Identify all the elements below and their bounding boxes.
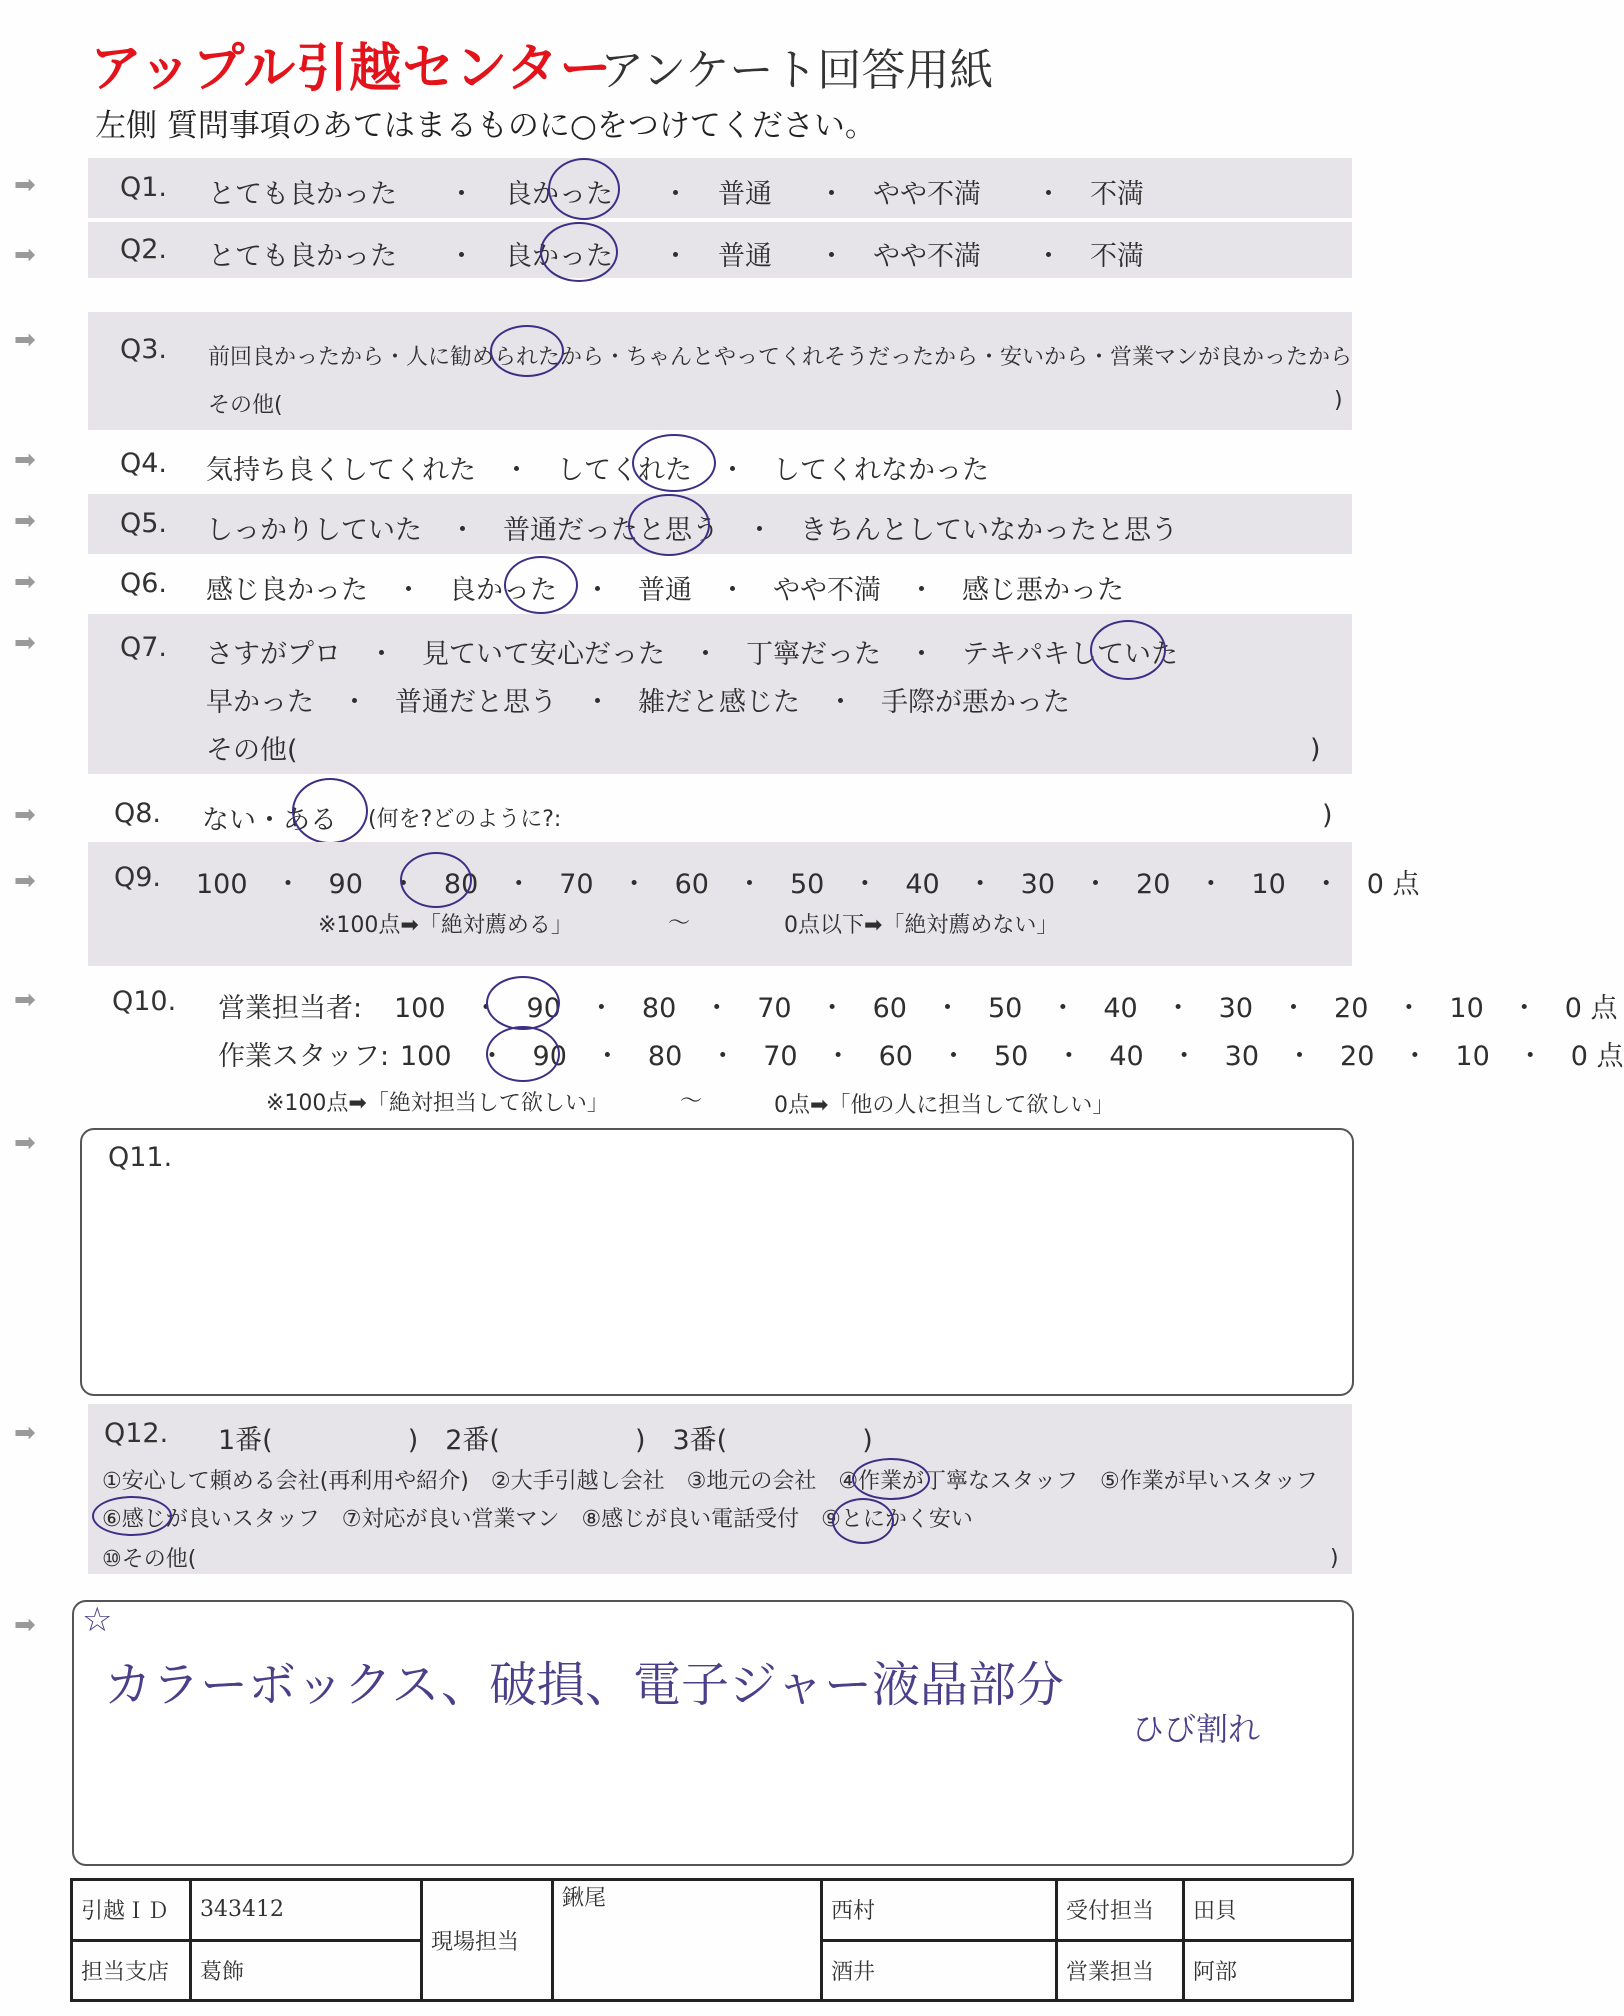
q8-note: (何を?どのように?: xyxy=(368,807,562,832)
q3-number: Q3. xyxy=(120,334,168,365)
answer-circle xyxy=(92,1496,172,1536)
site-staff-2: 西村 xyxy=(822,1880,1057,1941)
answer-circle xyxy=(504,556,578,614)
q8-close: ) xyxy=(1322,800,1333,831)
answer-circle xyxy=(832,1498,894,1544)
margin-arrow-icon: ➡ xyxy=(14,506,36,536)
q10-staff-label: 作業スタッフ: xyxy=(218,1041,390,1072)
q11-answer-box[interactable] xyxy=(80,1128,1354,1396)
margin-arrow-icon: ➡ xyxy=(14,1418,36,1448)
q1-opt-normal[interactable]: 普通 xyxy=(718,179,772,210)
q1-opt-very-good[interactable]: とても良かった xyxy=(208,179,397,210)
answer-circle xyxy=(486,976,560,1030)
move-id-label: 引越ＩＤ xyxy=(72,1880,191,1941)
instruction-text: 左側 質問事項のあてはまるものに○をつけてください。 xyxy=(95,108,876,144)
margin-arrow-icon: ➡ xyxy=(14,240,36,270)
answer-circle xyxy=(632,434,716,492)
q4-options[interactable]: 気持ち良くしてくれた ・ してくれた ・ してくれなかった xyxy=(206,455,989,486)
q1-opt-slightly-bad[interactable]: やや不満 xyxy=(873,179,981,210)
branch-value: 葛飾 xyxy=(191,1940,422,2001)
q10-sales-scale[interactable]: 100 ・ 90 ・ 80 ・ 70 ・ 60 ・ 50 ・ 40 ・ 30 ・ 20 ・ 10 ・ 0 点 xyxy=(394,993,1618,1024)
answer-circle xyxy=(548,158,620,220)
reception-value: 田貝 xyxy=(1184,1880,1353,1941)
reception-label: 受付担当 xyxy=(1057,1880,1184,1941)
margin-arrow-icon: ➡ xyxy=(14,325,36,355)
site-staff-1: 鍬尾 xyxy=(553,1880,822,2001)
q9-number: Q9. xyxy=(114,862,162,893)
q2-sep: ・ xyxy=(1035,241,1062,272)
margin-arrow-icon: ➡ xyxy=(14,628,36,658)
q10-tilde: 〜 xyxy=(680,1089,703,1114)
q9-note-bottom: 0点以下➡「絶対薦めない」 xyxy=(784,913,1059,938)
q12-number: Q12. xyxy=(104,1418,169,1449)
q7-other[interactable]: その他( xyxy=(206,735,298,766)
q7-number: Q7. xyxy=(120,632,168,663)
q3-options[interactable]: 前回良かったから・人に勧められたから・ちゃんとやってくれそうだったから・安いから・営業マンが良かったから xyxy=(208,345,1353,370)
q1-number: Q1. xyxy=(120,172,168,203)
q12-other-close: ) xyxy=(1330,1546,1339,1571)
site-staff-label: 現場担当 xyxy=(422,1880,553,2001)
q11-number: Q11. xyxy=(108,1142,173,1173)
q2-opt-normal[interactable]: 普通 xyxy=(718,241,772,272)
sales-value: 阿部 xyxy=(1184,1940,1353,2001)
q2-opt-very-good[interactable]: とても良かった xyxy=(208,241,397,272)
q1-sep: ・ xyxy=(448,179,475,210)
answer-circle xyxy=(852,1458,930,1500)
answer-circle xyxy=(292,778,368,844)
q10-note-top: ※100点➡「絶対担当して欲しい」 xyxy=(266,1091,609,1116)
answer-circle xyxy=(490,325,564,377)
move-id-value: 343412 xyxy=(191,1880,422,1941)
q10-staff-scale[interactable]: 100 ・ 90 ・ 80 ・ 70 ・ 60 ・ 50 ・ 40 ・ 30 ・ 20 ・ 10 ・ 0 点 xyxy=(400,1041,1624,1072)
handwritten-comment-2: ひび割れ xyxy=(1132,1710,1261,1748)
q5-number: Q5. xyxy=(120,508,168,539)
site-staff-3: 酒井 xyxy=(822,1940,1057,2001)
q7-other-close: ) xyxy=(1310,734,1321,765)
q12-rank-slots[interactable]: 1番( ) 2番( ) 3番( ) xyxy=(218,1425,873,1456)
q6-number: Q6. xyxy=(120,568,168,599)
q9-scale[interactable]: 100 ・ 90 ・ 80 ・ 70 ・ 60 ・ 50 ・ 40 ・ 30 ・ 20 ・ 10 ・ 0 点 xyxy=(196,869,1420,900)
q3-other[interactable]: その他( xyxy=(208,393,283,418)
q6-options[interactable]: 感じ良かった ・ 良かった ・ 普通 ・ やや不満 ・ 感じ悪かった xyxy=(206,575,1124,606)
handwritten-comment: カラーボックス、破損、電子ジャー液晶部分 xyxy=(104,1657,1065,1713)
staff-info-table xyxy=(70,1878,1354,2002)
q10-number: Q10. xyxy=(112,986,177,1017)
q10-sales-label: 営業担当者: xyxy=(218,993,363,1024)
q7-options-row1[interactable]: さすがプロ ・ 見ていて安心だった ・ 丁寧だった ・ テキパキしていた xyxy=(206,639,1178,670)
q1-opt-good[interactable]: 良かった xyxy=(505,179,613,210)
margin-arrow-icon: ➡ xyxy=(14,866,36,896)
q1-sep: ・ xyxy=(662,179,689,210)
q12-other[interactable]: ⑩その他( xyxy=(102,1547,197,1572)
margin-arrow-icon: ➡ xyxy=(14,567,36,597)
sales-label: 営業担当 xyxy=(1057,1940,1184,2001)
q2-opt-good[interactable]: 良かった xyxy=(505,241,613,272)
q5-options[interactable]: しっかりしていた ・ 普通だったと思う ・ きちんとしていなかったと思う xyxy=(206,515,1178,546)
q2-sep: ・ xyxy=(448,241,475,272)
q1-sep: ・ xyxy=(1035,179,1062,210)
q2-sep: ・ xyxy=(818,241,845,272)
q8-options[interactable]: ない・ある xyxy=(202,805,337,836)
branch-label: 担当支店 xyxy=(72,1940,191,2001)
q1-sep: ・ xyxy=(818,179,845,210)
margin-arrow-icon: ➡ xyxy=(14,985,36,1015)
q9-band xyxy=(88,842,1352,966)
margin-arrow-icon: ➡ xyxy=(14,800,36,830)
q1-opt-bad[interactable]: 不満 xyxy=(1090,179,1144,210)
margin-arrow-icon: ➡ xyxy=(14,1128,36,1158)
q7-options-row2[interactable]: 早かった ・ 普通だと思う ・ 雑だと感じた ・ 手際が悪かった xyxy=(206,687,1070,718)
q10-note-bottom: 0点➡「他の人に担当して欲しい」 xyxy=(774,1093,1115,1118)
answer-circle xyxy=(400,852,472,908)
q3-other-close: ) xyxy=(1334,388,1343,413)
answer-circle xyxy=(628,494,710,556)
star-icon: ☆ xyxy=(82,1600,113,1640)
q8-number: Q8. xyxy=(114,798,162,829)
margin-arrow-icon: ➡ xyxy=(14,445,36,475)
q12-options-row2[interactable]: ⑥感じが良いスタッフ ⑦対応が良い営業マン ⑧感じが良い電話受付 ⑨とにかく安い xyxy=(102,1507,973,1532)
margin-arrow-icon: ➡ xyxy=(14,1610,36,1640)
q2-opt-slightly-bad[interactable]: やや不満 xyxy=(873,241,981,272)
q4-number: Q4. xyxy=(120,448,168,479)
q12-options-row1[interactable]: ①安心して頼める会社(再利用や紹介) ②大手引越し会社 ③地元の会社 ④作業が丁寧なスタッフ ⑤作業が早いスタッフ xyxy=(102,1469,1318,1494)
answer-circle xyxy=(540,222,618,282)
answer-circle xyxy=(1090,620,1166,680)
q2-opt-bad[interactable]: 不満 xyxy=(1090,241,1144,272)
margin-arrow-icon: ➡ xyxy=(14,170,36,200)
answer-circle xyxy=(486,1026,560,1082)
q2-number: Q2. xyxy=(120,234,168,265)
brand-name: アップル引越センター xyxy=(90,39,613,99)
q9-tilde: 〜 xyxy=(668,911,691,936)
q9-note-top: ※100点➡「絶対薦める」 xyxy=(318,913,573,938)
q2-sep: ・ xyxy=(662,241,689,272)
form-title: アンケート回答用紙 xyxy=(600,45,994,96)
